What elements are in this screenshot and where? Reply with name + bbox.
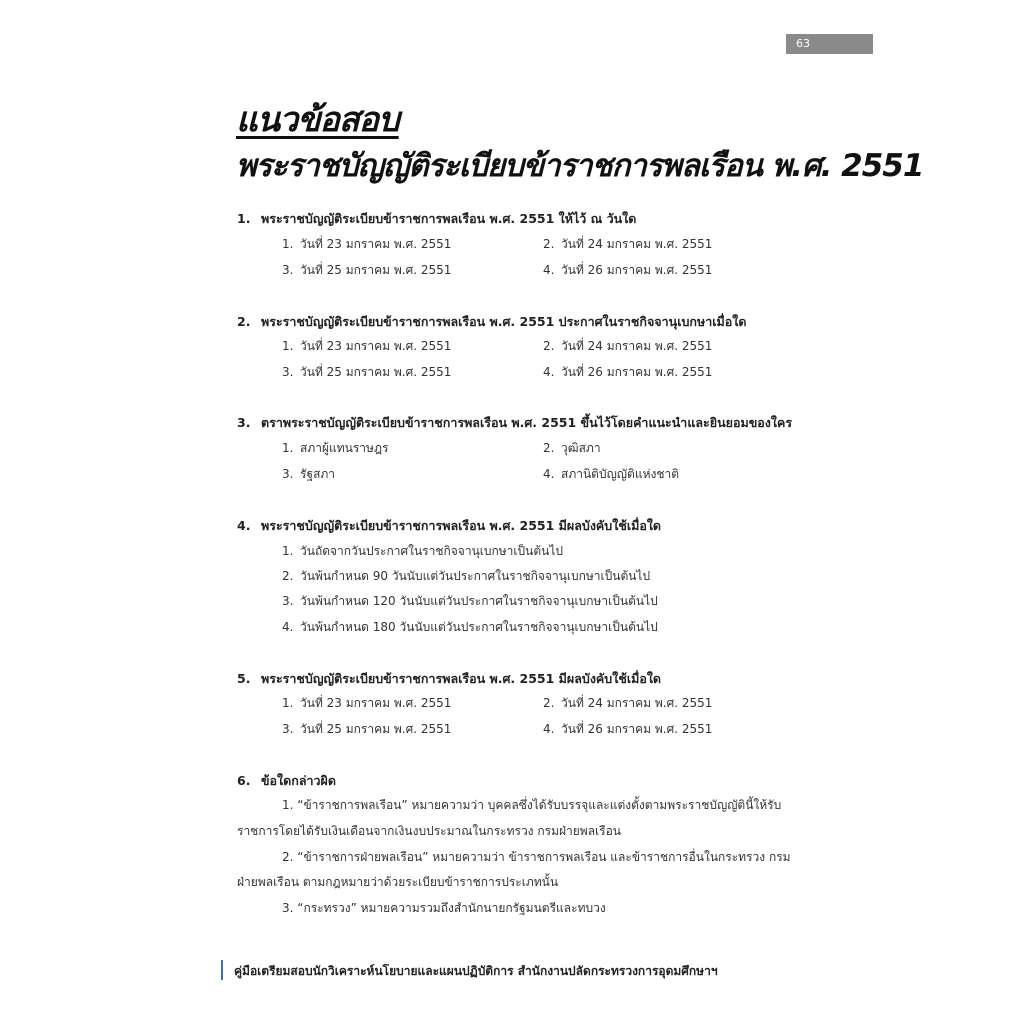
- option-text: วันที่ 25 มกราคม พ.ศ. 2551: [300, 365, 452, 379]
- question-stem: [237, 209, 636, 229]
- option: [282, 720, 451, 739]
- footer-accent-bar: [221, 960, 223, 980]
- option: [282, 465, 335, 484]
- option: [282, 618, 658, 637]
- page-title: แนวข้อสอบ: [236, 100, 399, 140]
- option-text: วันที่ 25 มกราคม พ.ศ. 2551: [300, 263, 452, 277]
- question-stem: [237, 771, 336, 791]
- option: [282, 592, 658, 611]
- option-text: วันถัดจากวันประกาศในราชกิจจานุเบกษาเป็นต้นไป: [300, 544, 563, 558]
- option: [282, 261, 451, 280]
- option-number: 1.: [282, 696, 294, 710]
- option-text: สภาผู้แทนราษฎร: [300, 441, 389, 455]
- option: [543, 720, 712, 739]
- question-text: พระราชบัญญัติระเบียบข้าราชการพลเรือน พ.ศ. 2551 ให้ไว้ ณ วันใด: [261, 211, 637, 226]
- option-number: 1.: [282, 339, 294, 353]
- page-footer: คู่มือเตรียมสอบนักวิเคราะห์นโยบายและแผนปฏิบัติการ สำนักงานปลัดกระทรวงการอุดมศึกษาฯ: [234, 964, 718, 978]
- option-number: 3.: [282, 263, 294, 277]
- question-stem: [237, 312, 746, 332]
- option-number: 2.: [282, 569, 294, 583]
- option: [543, 439, 601, 458]
- option-number: 3.: [282, 722, 294, 736]
- option: [543, 337, 712, 356]
- option-number: 4.: [543, 722, 555, 736]
- option-number: 2.: [543, 441, 555, 455]
- option-number: 2.: [543, 237, 555, 251]
- option-paragraph: 2. “ข้าราชการฝ่ายพลเรือน” หมายความว่า ข้าราชการพลเรือน และข้าราชการอื่นในกระทรวง กรม: [282, 850, 791, 864]
- option-number: 3.: [282, 365, 294, 379]
- question-number: 2.: [237, 314, 251, 329]
- option-paragraph-continued: ฝ่ายพลเรือน ตามกฎหมายว่าด้วยระเบียบข้าราชการประเภทนั้น: [237, 875, 559, 889]
- question-text: ตราพระราชบัญญัติระเบียบข้าราชการพลเรือน พ.ศ. 2551 ขึ้นไว้โดยคำแนะนำและยินยอมของใคร: [261, 415, 793, 430]
- option-text: วันที่ 24 มกราคม พ.ศ. 2551: [561, 237, 713, 251]
- option-text: วันที่ 25 มกราคม พ.ศ. 2551: [300, 722, 452, 736]
- question-stem: [237, 516, 661, 536]
- option-paragraph-continued: ราชการโดยได้รับเงินเดือนจากเงินงบประมาณในกระทรวง กรมฝ่ายพลเรือน: [237, 824, 621, 838]
- option-text: วันที่ 26 มกราคม พ.ศ. 2551: [561, 263, 713, 277]
- question-number: 3.: [237, 415, 251, 430]
- option: [282, 337, 451, 356]
- option-number: 2.: [543, 339, 555, 353]
- option: [282, 439, 388, 458]
- option-text: วุฒิสภา: [561, 441, 601, 455]
- option-number: 1.: [282, 544, 294, 558]
- option: [543, 235, 712, 254]
- option-number: 4.: [543, 263, 555, 277]
- option-text: สภานิติบัญญัติแห่งชาติ: [561, 467, 680, 481]
- option-text: วันพ้นกำหนด 90 วันนับแต่วันประกาศในราชกิจจานุเบกษาเป็นต้นไป: [300, 569, 651, 583]
- question-stem: [237, 669, 661, 689]
- question-number: 4.: [237, 518, 251, 533]
- question-text: พระราชบัญญัติระเบียบข้าราชการพลเรือน พ.ศ. 2551 มีผลบังคับใช้เมื่อใด: [261, 518, 662, 533]
- option: [282, 542, 563, 561]
- question-text: พระราชบัญญัติระเบียบข้าราชการพลเรือน พ.ศ. 2551 มีผลบังคับใช้เมื่อใด: [261, 671, 662, 686]
- option-number: 1.: [282, 441, 294, 455]
- option-number: 4.: [543, 467, 555, 481]
- option-text: วันที่ 26 มกราคม พ.ศ. 2551: [561, 722, 713, 736]
- question-stem: [237, 413, 792, 433]
- option-text: วันที่ 23 มกราคม พ.ศ. 2551: [300, 339, 452, 353]
- option-paragraph: 1. “ข้าราชการพลเรือน” หมายความว่า บุคคลซึ่งได้รับบรรจุและแต่งตั้งตามพระราชบัญญัตินี้ให้รับ: [282, 798, 782, 812]
- page-subtitle: พระราชบัญญัติระเบียบข้าราชการพลเรือน พ.ศ. 2551: [236, 148, 924, 184]
- option-text: รัฐสภา: [300, 467, 336, 481]
- page-number: 63: [786, 34, 873, 54]
- option-number: 3.: [282, 594, 294, 608]
- option-number: 4.: [282, 620, 294, 634]
- option-text: วันพ้นกำหนด 120 วันนับแต่วันประกาศในราชกิจจานุเบกษาเป็นต้นไป: [300, 594, 658, 608]
- option-text: วันพ้นกำหนด 180 วันนับแต่วันประกาศในราชกิจจานุเบกษาเป็นต้นไป: [300, 620, 658, 634]
- question-number: 1.: [237, 211, 251, 226]
- option-text: วันที่ 26 มกราคม พ.ศ. 2551: [561, 365, 713, 379]
- option-paragraph: 3. “กระทรวง” หมายความรวมถึงสำนักนายกรัฐมนตรีและทบวง: [282, 901, 606, 915]
- option: [282, 694, 451, 713]
- question-text: พระราชบัญญัติระเบียบข้าราชการพลเรือน พ.ศ. 2551 ประกาศในราชกิจจานุเบกษาเมื่อใด: [261, 314, 747, 329]
- option-text: วันที่ 23 มกราคม พ.ศ. 2551: [300, 237, 452, 251]
- option: [543, 694, 712, 713]
- option: [282, 567, 650, 586]
- option-number: 4.: [543, 365, 555, 379]
- option: [282, 235, 451, 254]
- option-number: 3.: [282, 467, 294, 481]
- option-number: 1.: [282, 237, 294, 251]
- question-number: 5.: [237, 671, 251, 686]
- option-text: วันที่ 23 มกราคม พ.ศ. 2551: [300, 696, 452, 710]
- option-number: 2.: [543, 696, 555, 710]
- option-text: วันที่ 24 มกราคม พ.ศ. 2551: [561, 339, 713, 353]
- question-text: ข้อใดกล่าวผิด: [261, 773, 336, 788]
- option: [543, 465, 679, 484]
- option: [543, 363, 712, 382]
- option-text: วันที่ 24 มกราคม พ.ศ. 2551: [561, 696, 713, 710]
- question-number: 6.: [237, 773, 251, 788]
- option: [543, 261, 712, 280]
- option: [282, 363, 451, 382]
